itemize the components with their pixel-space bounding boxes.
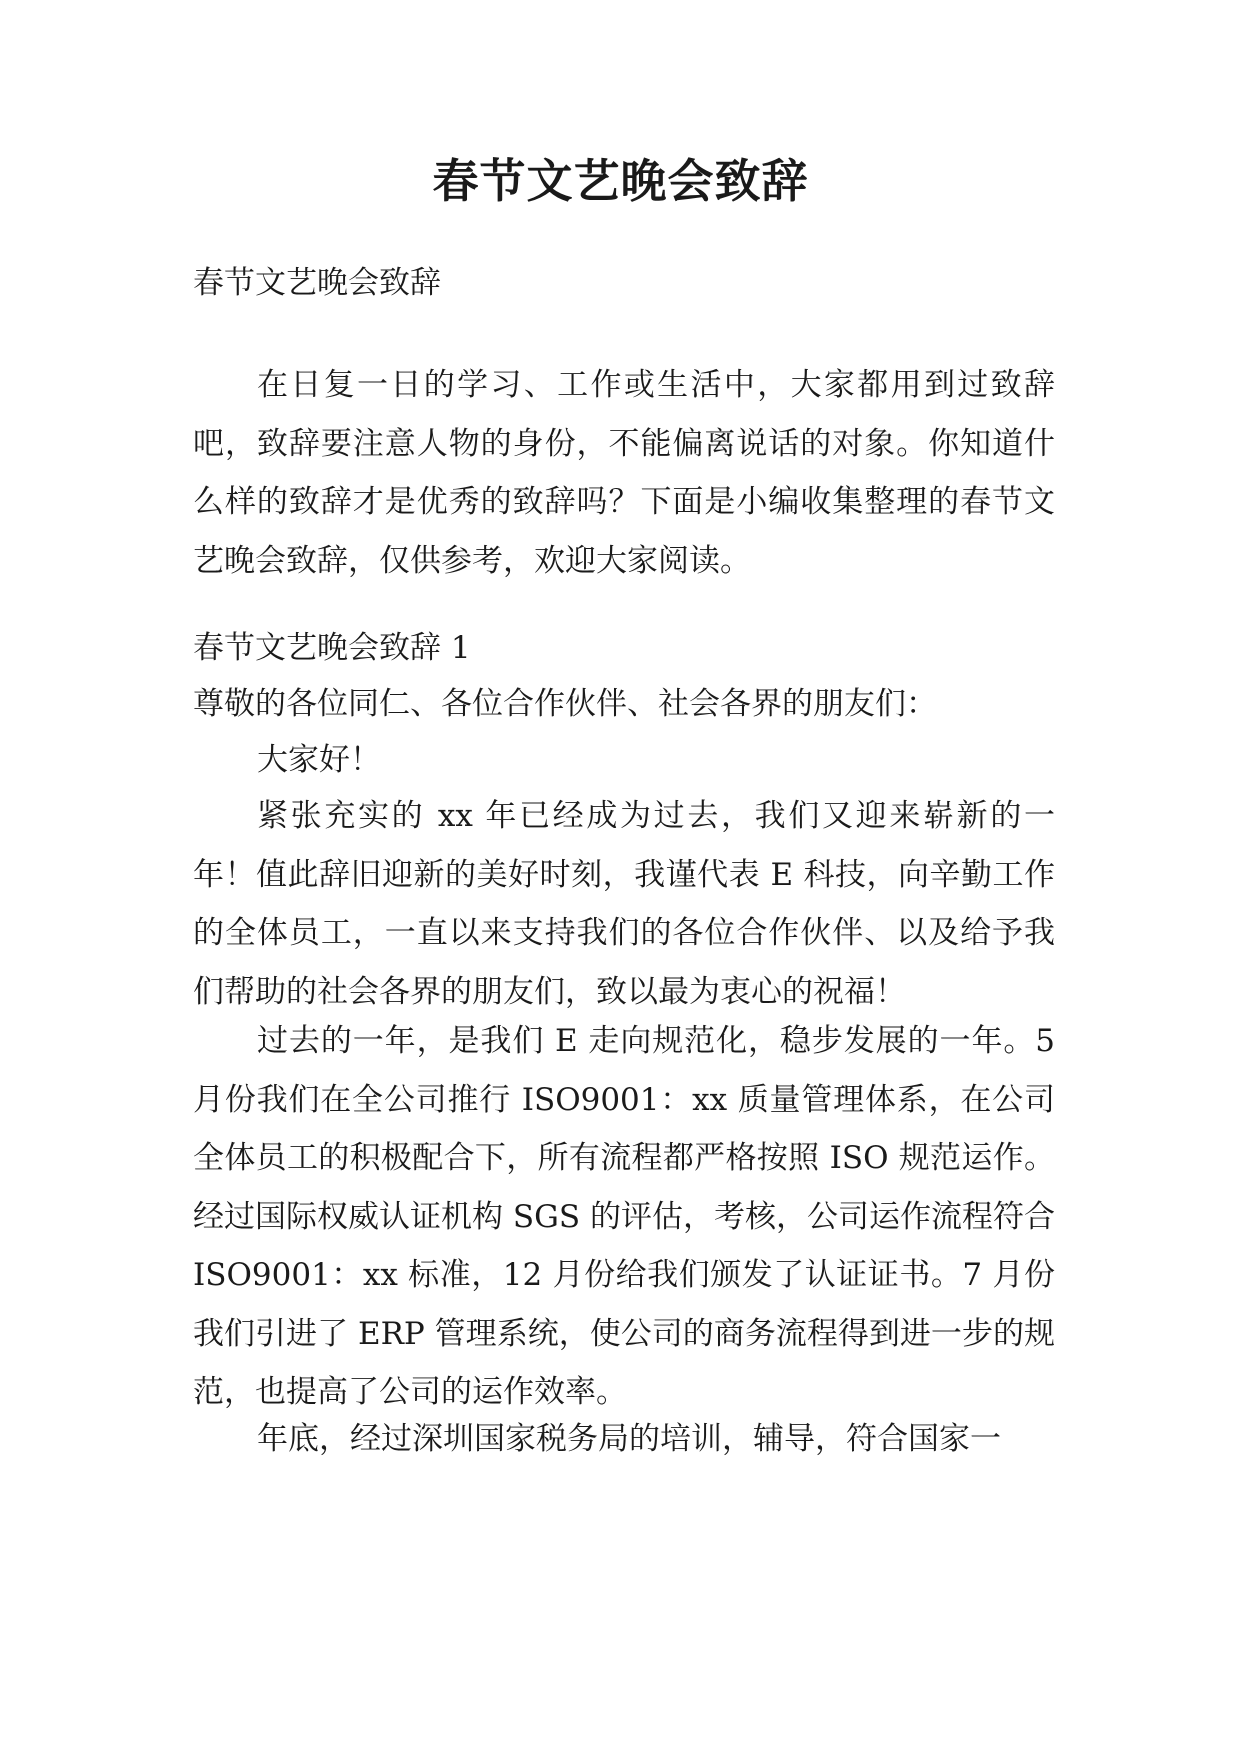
document-subtitle: 春节文艺晚会致辞: [193, 265, 441, 301]
body-paragraph-1: 紧张充实的 xx 年已经成为过去，我们又迎来崭新的一年！值此辞旧迎新的美好时刻，我谨代表 E 科技，向辛勤工作的全体员工，一直以来支持我们的各位合作伙伴、以及给予我们帮助的社会各界的朋友们，致以最为衷心的祝福！: [193, 798, 1055, 1010]
body-paragraph-2: 过去的一年，是我们 E 走向规范化，稳步发展的一年。5 月份我们在全公司推行 ISO9001：xx 质量管理体系，在公司全体员工的积极配合下，所有流程都严格按照 ISO 规范运作。经过国际权威认证机构 SGS 的评估，考核，公司运作流程符合 ISO9001：xx 标准，12 月份给我们颁发了认证证书。7 月份我们引进了 ERP 管理系统，使公司的商务流程得到进一步的规范，也提高了公司的运作效率。: [193, 1023, 1055, 1410]
intro-paragraph: 在日复一日的学习、工作或生活中，大家都用到过致辞吧，致辞要注意人物的身份，不能偏离说话的对象。你知道什么样的致辞才是优秀的致辞吗？下面是小编收集整理的春节文艺晚会致辞，仅供参考，欢迎大家阅读。: [193, 367, 1055, 579]
document-title: 春节文艺晚会致辞: [432, 154, 809, 208]
salutation: 尊敬的各位同仁、各位合作伙伴、社会各界的朋友们：: [193, 686, 937, 722]
greeting: 大家好！: [257, 742, 381, 778]
section-heading: 春节文艺晚会致辞 1: [193, 630, 471, 666]
body-paragraph-3: 年底，经过深圳国家税务局的培训，辅导，符合国家一: [257, 1421, 1001, 1457]
